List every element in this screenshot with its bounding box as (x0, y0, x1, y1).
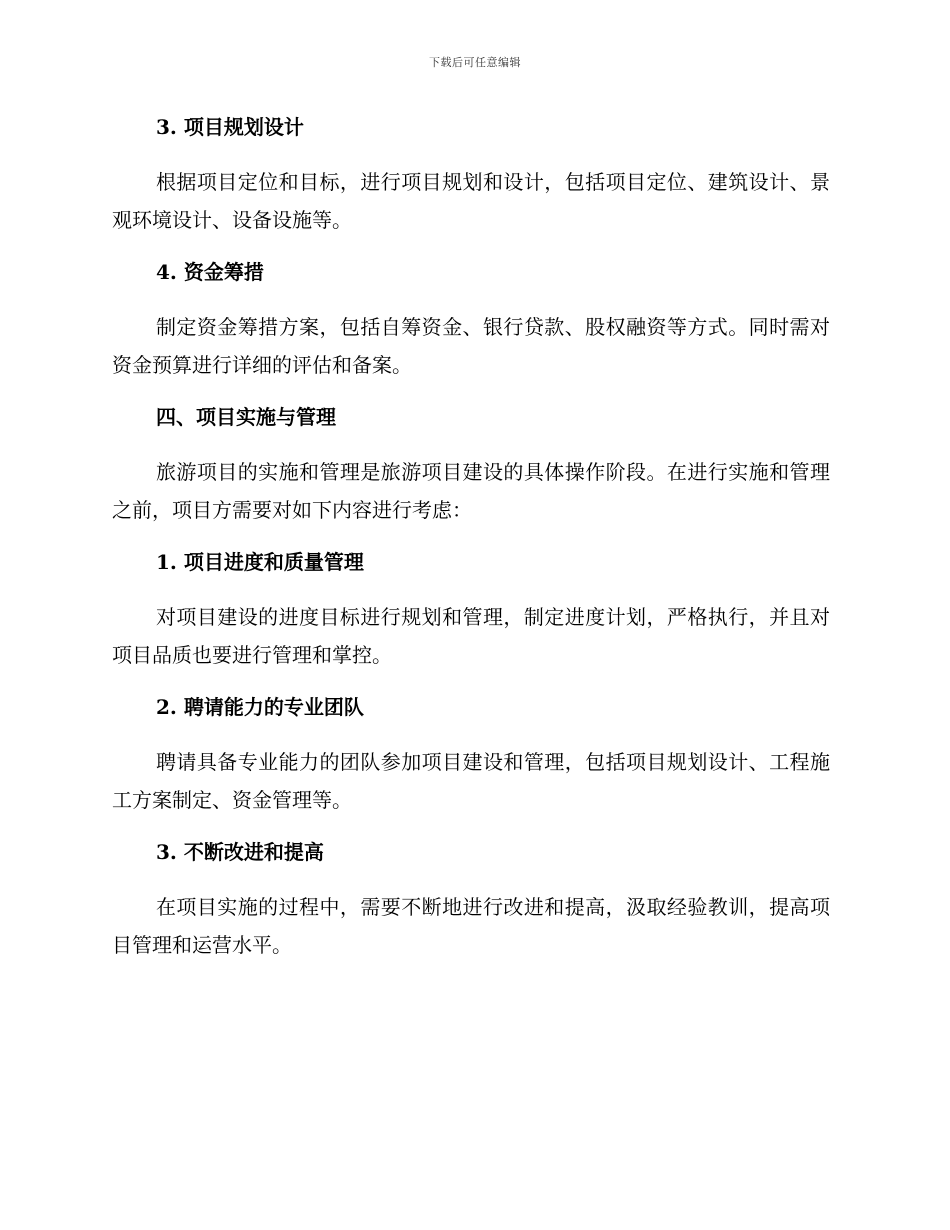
paragraph-continuous-improvement: 在项目实施的过程中，需要不断地进行改进和提高，汲取经验教训，提高项目管理和运营水平。 (112, 895, 830, 957)
document-body (112, 110, 830, 980)
section-heading-continuous-improvement: 3. 不断改进和提高 (156, 840, 324, 864)
paragraph-project-planning: 根据项目定位和目标，进行项目规划和设计，包括项目定位、建筑设计、景观环境设计、设备设施等。 (112, 170, 830, 232)
paragraph-implementation: 旅游项目的实施和管理是旅游项目建设的具体操作阶段。在进行实施和管理之前，项目方需要对如下内容进行考虑： (112, 460, 830, 522)
paragraph-schedule-quality: 对项目建设的进度目标进行规划和管理，制定进度计划，严格执行，并且对项目品质也要进行管理和掌控。 (112, 605, 830, 667)
section-heading-implementation: 四、项目实施与管理 (156, 405, 336, 429)
paragraph-fundraising: 制定资金筹措方案，包括自筹资金、银行贷款、股权融资等方式。同时需对资金预算进行详细的评估和备案。 (112, 315, 830, 377)
section-heading-professional-team: 2. 聘请能力的专业团队 (156, 695, 364, 719)
section-heading-fundraising: 4. 资金筹措 (156, 260, 264, 284)
page-header: 下载后可任意编辑 (429, 56, 521, 69)
section-heading-project-planning: 3. 项目规划设计 (156, 115, 304, 139)
paragraph-professional-team: 聘请具备专业能力的团队参加项目建设和管理，包括项目规划设计、工程施工方案制定、资金管理等。 (112, 750, 830, 812)
section-heading-schedule-quality: 1. 项目进度和质量管理 (156, 550, 364, 574)
